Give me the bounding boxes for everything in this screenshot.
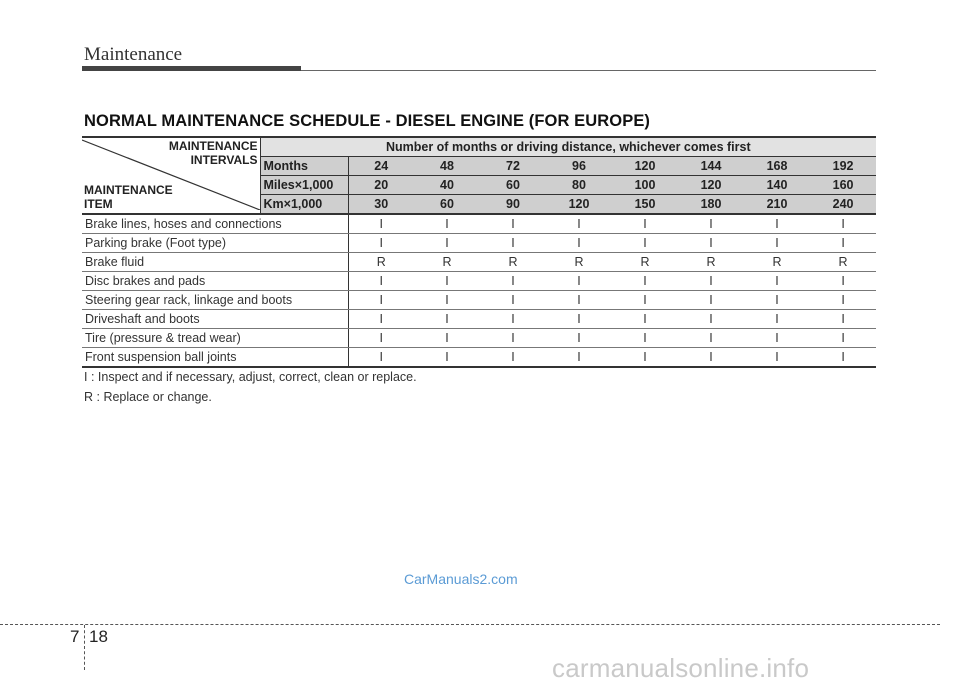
corner-bottom-line-1: MAINTENANCE [84,183,173,197]
schedule-cell: I [546,348,612,368]
schedule-cell: I [678,329,744,348]
schedule-cell: R [678,253,744,272]
header-corner-cell [82,137,260,214]
interval-value: 150 [612,195,678,215]
table-row [82,214,876,234]
interval-value: 30 [348,195,414,215]
maintenance-schedule-table [82,136,876,368]
schedule-cell: I [414,329,480,348]
schedule-cell: I [744,348,810,368]
section-title: Maintenance [84,44,183,65]
schedule-cell: I [480,214,546,234]
span-header-row [82,137,876,157]
schedule-cell: I [480,348,546,368]
table-row [82,310,876,329]
interval-value: 120 [678,176,744,195]
interval-value: 24 [348,157,414,176]
schedule-cell: I [546,310,612,329]
table-row [82,234,876,253]
corner-bottom-line-2: ITEM [84,197,113,211]
item-name: Brake fluid [82,253,348,272]
schedule-cell: R [480,253,546,272]
page-heading: NORMAL MAINTENANCE SCHEDULE - DIESEL ENGINE (FOR EUROPE) [84,112,651,130]
schedule-cell: I [480,272,546,291]
schedule-cell: I [480,291,546,310]
interval-value: 40 [414,176,480,195]
schedule-cell: R [546,253,612,272]
schedule-cell: I [678,310,744,329]
interval-value: 60 [414,195,480,215]
schedule-cell: I [348,214,414,234]
item-name: Steering gear rack, linkage and boots [82,291,348,310]
schedule-cell: I [414,214,480,234]
schedule-cell: I [348,348,414,368]
table-row [82,291,876,310]
watermark-link[interactable]: CarManuals2.com [404,571,518,587]
schedule-cell: R [612,253,678,272]
schedule-cell: I [810,310,876,329]
schedule-cell: I [348,234,414,253]
table-row [82,348,876,368]
table-row [82,253,876,272]
item-name: Parking brake (Foot type) [82,234,348,253]
interval-value: 160 [810,176,876,195]
schedule-cell: I [678,348,744,368]
item-name: Tire (pressure & tread wear) [82,329,348,348]
schedule-cell: I [678,234,744,253]
schedule-cell: R [348,253,414,272]
interval-value: 180 [678,195,744,215]
header-rule-thick [82,66,301,71]
schedule-cell: I [480,310,546,329]
interval-value: 100 [612,176,678,195]
schedule-cell: I [612,310,678,329]
schedule-cell: I [810,214,876,234]
interval-value: 120 [612,157,678,176]
schedule-cell: I [414,272,480,291]
schedule-cell: I [612,214,678,234]
maintenance-intervals-label [169,139,258,167]
schedule-cell: I [348,272,414,291]
interval-label: Km×1,000 [260,195,348,215]
table-row [82,272,876,291]
interval-value: 120 [546,195,612,215]
item-name: Front suspension ball joints [82,348,348,368]
interval-value: 48 [414,157,480,176]
schedule-cell: I [810,272,876,291]
schedule-cell: I [480,329,546,348]
schedule-cell: I [744,272,810,291]
interval-value: 96 [546,157,612,176]
table-row [82,329,876,348]
schedule-cell: R [744,253,810,272]
schedule-cell: I [414,348,480,368]
corner-top-line-2: INTERVALS [190,153,258,167]
interval-value: 168 [744,157,810,176]
footer-dashed-divider [84,625,85,670]
schedule-cell: I [678,291,744,310]
schedule-cell: I [480,234,546,253]
footer-watermark: carmanualsonline.info [552,653,810,683]
page-number: 18 [89,627,108,646]
schedule-cell: I [348,329,414,348]
interval-value: 144 [678,157,744,176]
header-rule-thin [301,70,876,71]
schedule-cell: I [414,234,480,253]
chapter-number: 7 [70,627,80,646]
interval-value: 240 [810,195,876,215]
schedule-cell: I [612,348,678,368]
interval-value: 20 [348,176,414,195]
schedule-cell: I [612,291,678,310]
schedule-cell: I [414,291,480,310]
schedule-cell: I [744,291,810,310]
schedule-cell: I [810,234,876,253]
schedule-cell: I [678,272,744,291]
item-name: Driveshaft and boots [82,310,348,329]
schedule-cell: I [744,310,810,329]
schedule-cell: I [546,234,612,253]
schedule-cell: I [546,214,612,234]
interval-value: 80 [546,176,612,195]
legend-replace: R : Replace or change. [84,390,212,404]
interval-value: 90 [480,195,546,215]
schedule-cell: I [744,214,810,234]
interval-value: 210 [744,195,810,215]
interval-value: 60 [480,176,546,195]
schedule-cell: I [810,348,876,368]
schedule-cell: I [612,329,678,348]
schedule-cell: I [678,214,744,234]
schedule-cell: I [612,272,678,291]
schedule-cell: I [348,291,414,310]
schedule-cell: I [744,234,810,253]
item-name: Brake lines, hoses and connections [82,214,348,234]
span-header: Number of months or driving distance, whichever comes first [260,137,876,157]
schedule-cell: I [414,310,480,329]
interval-label: Miles×1,000 [260,176,348,195]
interval-value: 140 [744,176,810,195]
schedule-cell: I [810,291,876,310]
legend-inspect: I : Inspect and if necessary, adjust, correct, clean or replace. [84,370,417,384]
interval-value: 72 [480,157,546,176]
interval-label: Months [260,157,348,176]
maintenance-item-label [84,183,173,211]
schedule-cell: I [348,310,414,329]
interval-value: 192 [810,157,876,176]
schedule-cell: I [810,329,876,348]
schedule-cell: R [810,253,876,272]
schedule-cell: I [744,329,810,348]
schedule-cell: R [414,253,480,272]
item-name: Disc brakes and pads [82,272,348,291]
schedule-cell: I [546,272,612,291]
footer-dashed-rule [0,624,940,625]
corner-top-line-1: MAINTENANCE [168,139,258,153]
schedule-cell: I [612,234,678,253]
schedule-cell: I [546,329,612,348]
schedule-cell: I [546,291,612,310]
